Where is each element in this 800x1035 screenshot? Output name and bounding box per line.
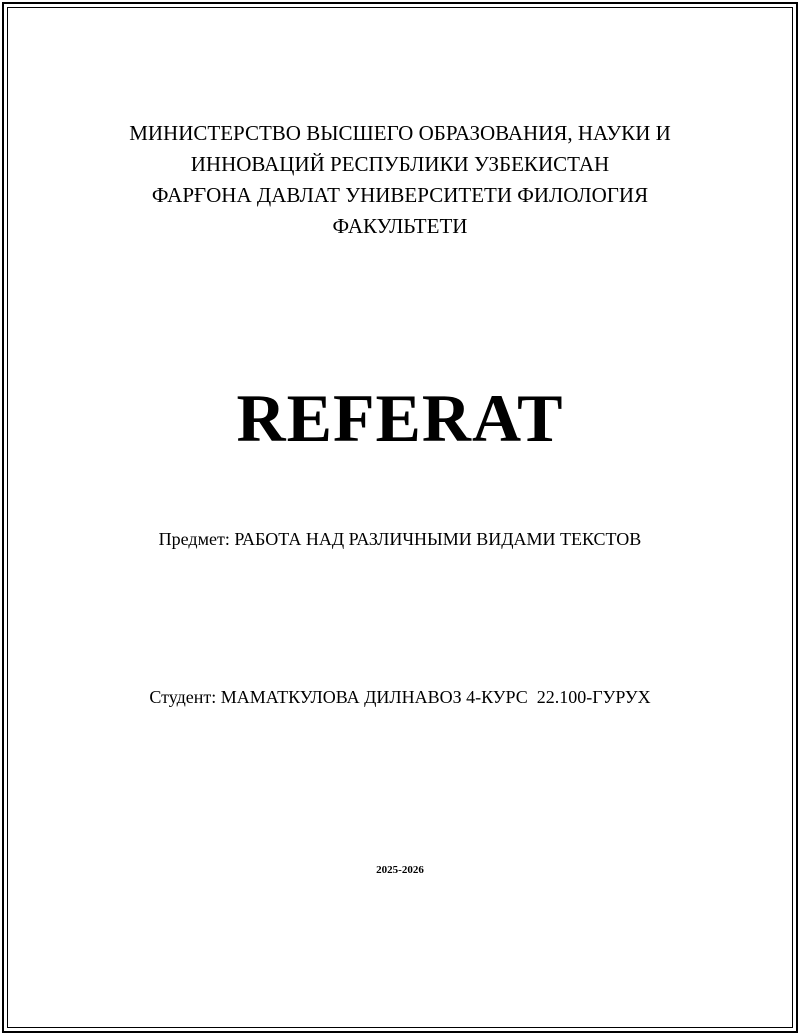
subject-label: Предмет: — [158, 529, 230, 549]
student-value: МАМАТКУЛОВА ДИЛНАВОЗ 4-КУРС 22.100-ГУРУХ — [220, 687, 651, 707]
header-line-2: ИННОВАЦИЙ РЕСПУБЛИКИ УЗБЕКИСТАН — [190, 152, 610, 176]
header-line-1: МИНИСТЕРСТВО ВЫСШЕГО ОБРАЗОВАНИЯ, НАУКИ И — [129, 121, 671, 145]
academic-year: 2025-2026 — [376, 864, 424, 876]
student-label: Студент: — [149, 687, 217, 707]
ministry-header — [0, 118, 800, 242]
header-line-4: ФАКУЛЬТЕТИ — [332, 214, 468, 238]
student-line — [0, 685, 800, 709]
document-title: REFERAT — [236, 380, 564, 456]
header-line-3: ФАРҒОНА ДАВЛАТ УНИВЕРСИТЕТИ ФИЛОЛОГИЯ — [151, 183, 649, 207]
subject-value: РАБОТА НАД РАЗЛИЧНЫМИ ВИДАМИ ТЕКСТОВ — [234, 529, 642, 549]
subject-line — [0, 527, 800, 551]
